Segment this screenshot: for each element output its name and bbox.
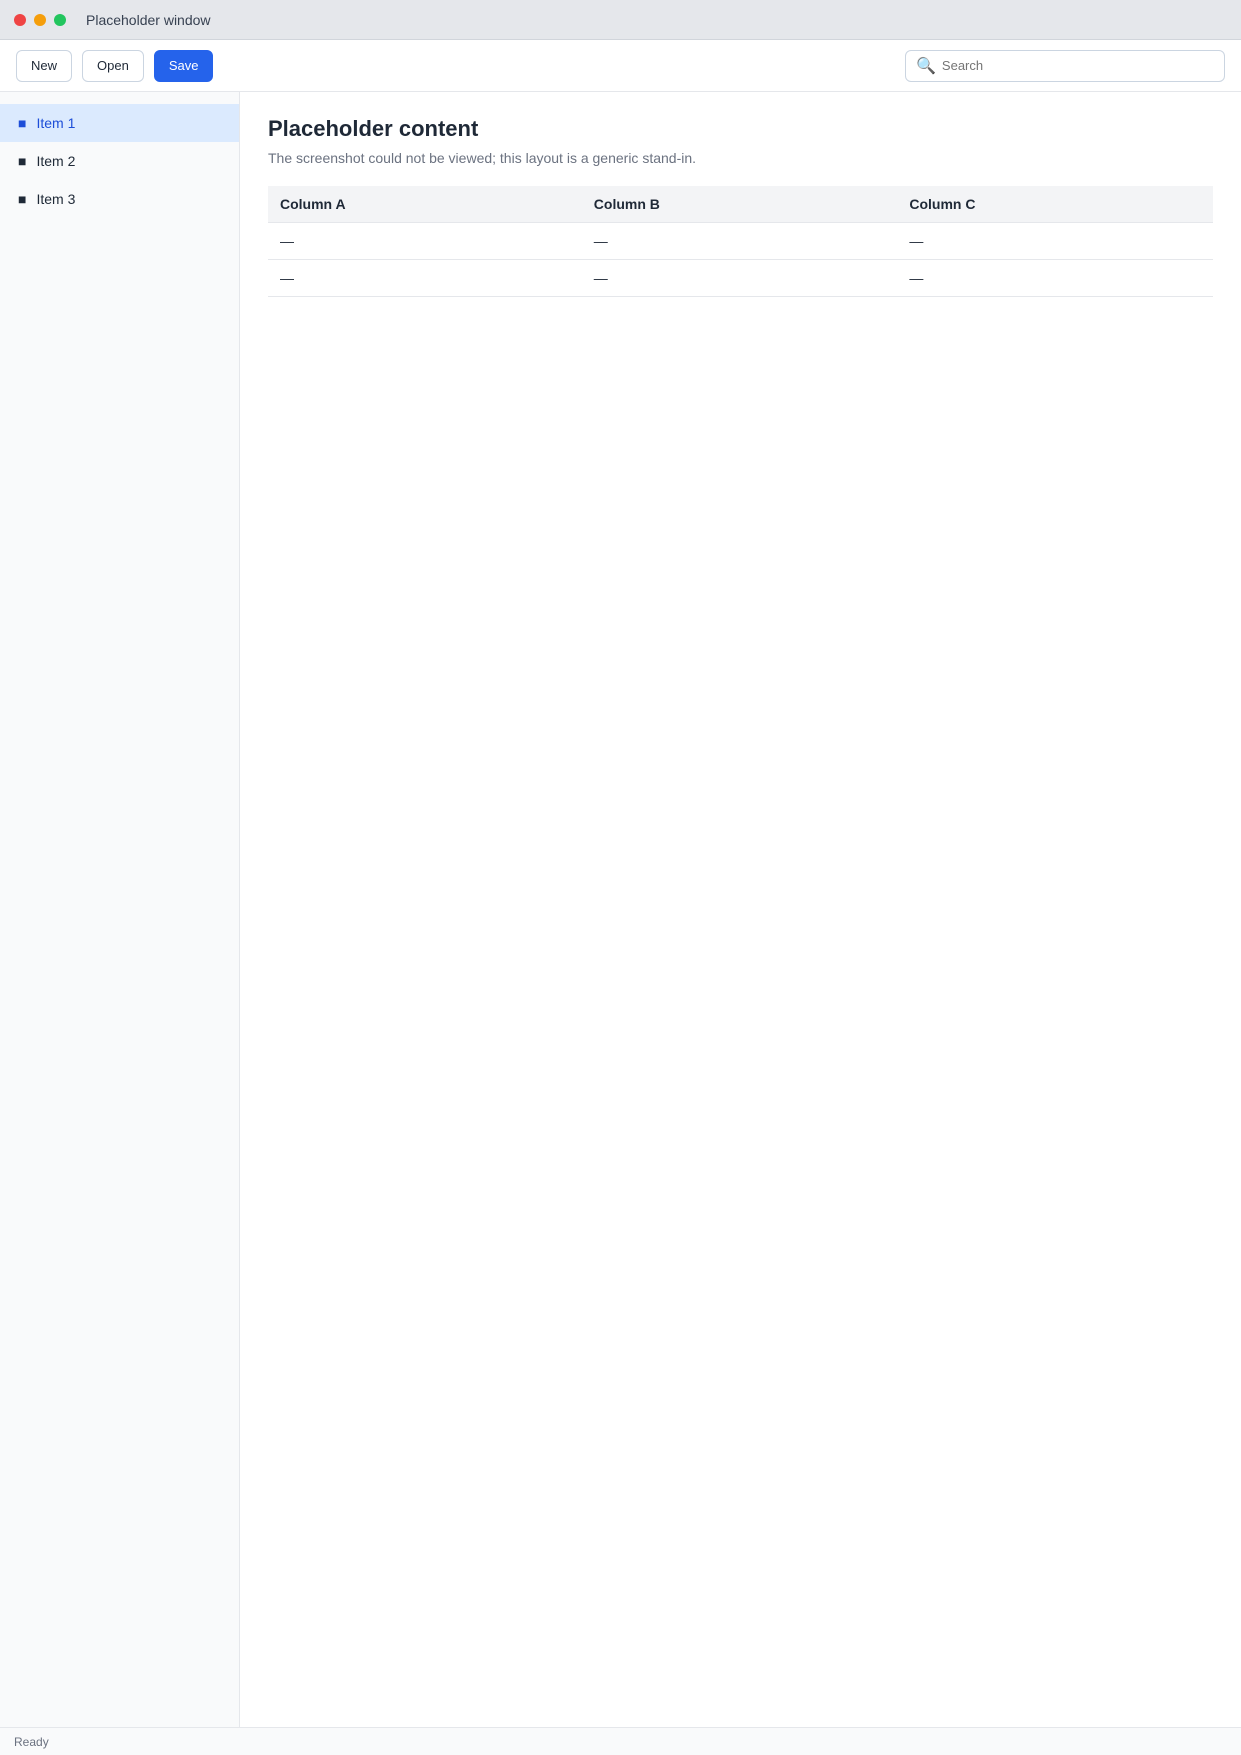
- column-header[interactable]: Column B: [582, 186, 898, 223]
- sidebar: [0, 92, 240, 1727]
- search-icon: 🔍: [916, 57, 936, 75]
- table-header-row: [268, 186, 1213, 223]
- table-cell: —: [582, 223, 898, 260]
- status-bar: [0, 1727, 1241, 1755]
- window-title: Placeholder window: [86, 11, 211, 28]
- table-cell: —: [897, 260, 1213, 297]
- table-cell: —: [582, 260, 898, 297]
- folder-icon: ■: [18, 191, 27, 207]
- table-row[interactable]: [268, 260, 1213, 297]
- search-box[interactable]: [905, 50, 1225, 82]
- sidebar-item-label: Item 2: [36, 153, 76, 169]
- page-title: Placeholder content: [268, 116, 479, 141]
- title-bar: [0, 0, 1241, 40]
- maximize-icon[interactable]: [54, 14, 66, 26]
- table-cell: —: [268, 260, 582, 297]
- main-panel: [240, 92, 1241, 1727]
- new-button[interactable]: New: [16, 50, 72, 82]
- data-table: [268, 186, 1213, 297]
- column-header[interactable]: Column C: [897, 186, 1213, 223]
- sidebar-item-label: Item 1: [36, 115, 76, 131]
- folder-icon: ■: [18, 115, 27, 131]
- folder-icon: ■: [18, 153, 27, 169]
- status-text: Ready: [14, 1734, 49, 1749]
- table-cell: —: [268, 223, 582, 260]
- placeholder-note: The screenshot could not be viewed; this layout is a generic stand-in.: [268, 150, 697, 166]
- toolbar: [0, 40, 1241, 92]
- column-header[interactable]: Column A: [268, 186, 582, 223]
- close-icon[interactable]: [14, 14, 26, 26]
- sidebar-item-2[interactable]: [0, 142, 239, 180]
- content-area: [0, 92, 1241, 1727]
- sidebar-item-3[interactable]: [0, 180, 239, 218]
- search-input[interactable]: [942, 58, 1214, 73]
- open-button[interactable]: Open: [82, 50, 144, 82]
- save-button[interactable]: Save: [154, 50, 214, 82]
- table-cell: —: [897, 223, 1213, 260]
- minimize-icon[interactable]: [34, 14, 46, 26]
- sidebar-item-1[interactable]: [0, 104, 239, 142]
- sidebar-item-label: Item 3: [36, 191, 76, 207]
- table-row[interactable]: [268, 223, 1213, 260]
